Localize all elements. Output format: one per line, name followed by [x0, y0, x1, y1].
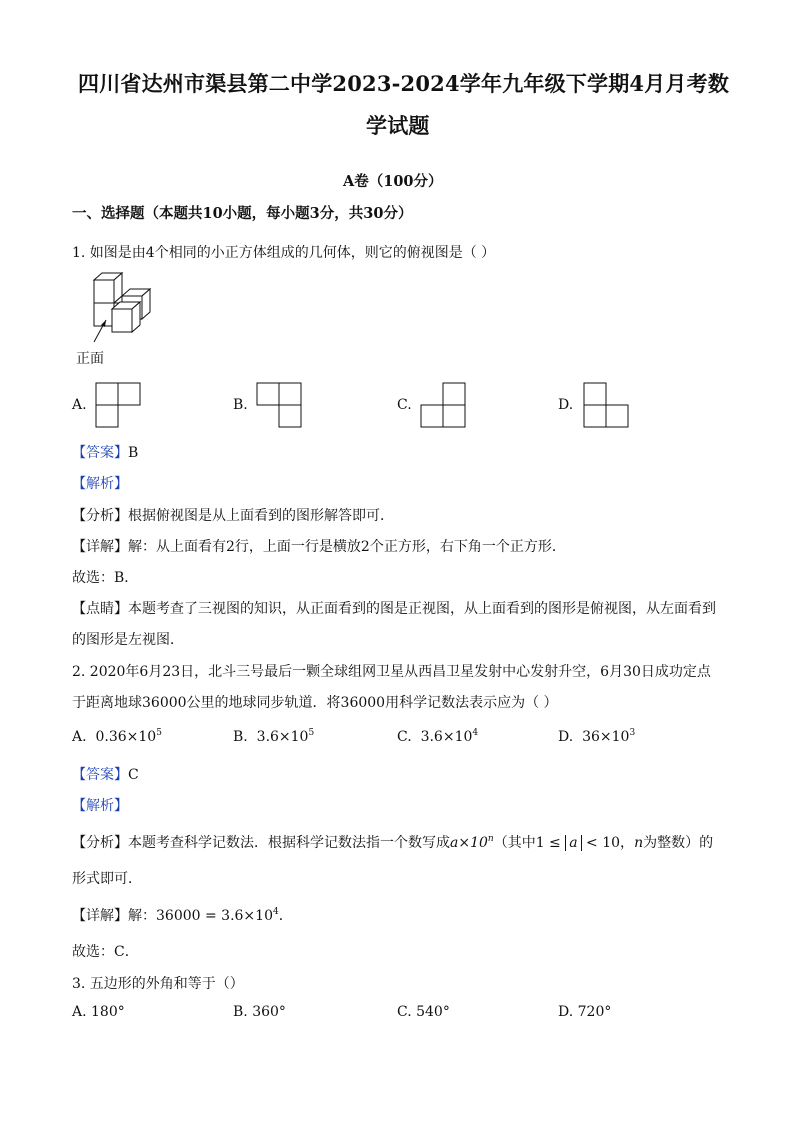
q2-detail — [72, 905, 293, 925]
q3-option-d: D. 720° — [558, 1004, 612, 1020]
q2-option-a-value: 0.36×10 — [95, 729, 157, 745]
q1-comment-line-2: 的图形是左视图． — [72, 632, 184, 648]
q2-fenxi-abs: a — [565, 835, 581, 851]
q1-fenxi — [72, 505, 394, 525]
q1-comment-tag: 【点睛】 — [72, 601, 128, 617]
q2-detail-end: ． — [278, 908, 293, 924]
q3-option-a: A. 180° — [72, 1004, 125, 1020]
q2-option-d-value: 36×10 — [582, 729, 630, 745]
q1-detail-text: 解：从上面看有2行，上面一行是横放2个正方形，右下角一个正方形． — [128, 539, 566, 555]
q2-fenxi-end: 为整数）的 — [643, 835, 714, 851]
q2-fenxi-tag: 【分析】 — [72, 835, 128, 851]
q2-option-b-exp: 5 — [308, 728, 315, 738]
q1-option-a-figure — [95, 382, 141, 428]
q2-stem-line-1: 2. 2020年6月23日，北斗三号最后一颗全球组网卫星从西昌卫星发射中心发射升空，6月30日成功定点 — [72, 664, 711, 680]
q2-answer-value: C — [128, 767, 139, 783]
q2-analysis-tag: 【解析】 — [72, 798, 128, 814]
q2-detail-tag: 【详解】 — [72, 908, 128, 924]
q2-option-b — [233, 729, 314, 745]
q2-option-b-label: B. — [233, 729, 248, 745]
section-heading-choice: 一、选择题（本题共10小题，每小题3分，共30分） — [72, 205, 413, 222]
q1-answer — [72, 442, 138, 462]
q1-option-b-figure — [256, 382, 302, 428]
q2-option-d-exp: 3 — [629, 728, 636, 738]
q1-option-c-label: C. — [397, 397, 412, 413]
q1-front-label: 正面 — [76, 351, 104, 367]
q2-answer-tag: 【答案】 — [72, 767, 128, 783]
q1-option-a-label: A. — [72, 397, 87, 413]
q2-option-a-label: A. — [72, 729, 87, 745]
q2-fenxi-line-2: 形式即可． — [72, 871, 142, 887]
q2-stem-line-2: 于距离地球36000公里的地球同步轨道．将36000用科学记数法表示应为（ ） — [72, 695, 558, 711]
q3-option-b: B. 360° — [233, 1004, 286, 1020]
q1-option-b-label: B. — [233, 397, 248, 413]
q1-fenxi-text: 根据俯视图是从上面看到的图形解答即可． — [128, 508, 394, 524]
q2-answer — [72, 764, 139, 784]
q1-comment-text: 本题考查了三视图的知识，从正面看到的图是正视图，从上面看到的图形是俯视图，从左面看到 — [128, 601, 716, 617]
q1-option-d-figure — [583, 382, 629, 428]
q1-cube-figure — [72, 270, 162, 350]
page-title-line-1: 四川省达州市渠县第二中学2023-2024学年九年级下学期4月月考数 — [78, 71, 730, 96]
q2-fenxi-formula-exp: n — [487, 834, 494, 844]
q2-option-c-value: 3.6×10 — [420, 729, 473, 745]
q3-option-c: C. 540° — [397, 1004, 450, 1020]
q2-choose: 故选：C． — [72, 944, 139, 960]
q2-option-a-exp: 5 — [156, 728, 162, 738]
q1-stem: 1. 如图是由4个相同的小正方体组成的几何体，则它的俯视图是（ ） — [72, 245, 496, 261]
q1-option-d-label: D. — [558, 397, 574, 413]
q2-option-d — [558, 729, 635, 745]
q2-option-a — [72, 729, 162, 745]
q2-option-b-value: 3.6×10 — [256, 729, 309, 745]
q1-fenxi-tag: 【分析】 — [72, 508, 128, 524]
q2-option-c — [397, 729, 478, 745]
q1-comment-line-1 — [72, 598, 716, 618]
q2-option-c-exp: 4 — [472, 728, 479, 738]
q2-fenxi-n: n — [634, 835, 644, 851]
q2-option-d-label: D. — [558, 729, 574, 745]
q1-detail-tag: 【详解】 — [72, 539, 128, 555]
page-title-line-2: 学试题 — [366, 113, 430, 138]
q2-fenxi-post: < 10， — [581, 835, 635, 851]
q2-fenxi-text: 本题考查科学记数法．根据科学记数法指一个数写成 — [128, 835, 450, 851]
q1-choose: 故选：B． — [72, 570, 139, 586]
q2-fenxi-formula: a×10 — [450, 835, 488, 851]
q1-analysis-tag: 【解析】 — [72, 476, 128, 492]
q2-detail-exp: 4 — [272, 907, 279, 917]
q1-option-c-figure — [420, 382, 466, 428]
q1-answer-value: B — [128, 445, 139, 461]
q2-fenxi-line-1 — [72, 832, 713, 852]
volume-heading: A卷（100分） — [343, 173, 443, 190]
q1-detail — [72, 536, 566, 556]
q2-detail-text: 解：36000 = 3.6×10 — [128, 908, 273, 924]
q3-stem: 3. 五边形的外角和等于（） — [72, 976, 244, 992]
q2-option-c-label: C. — [397, 729, 412, 745]
q1-answer-tag: 【答案】 — [72, 445, 128, 461]
q2-fenxi-mid: （其中1 ≤ — [493, 835, 566, 851]
